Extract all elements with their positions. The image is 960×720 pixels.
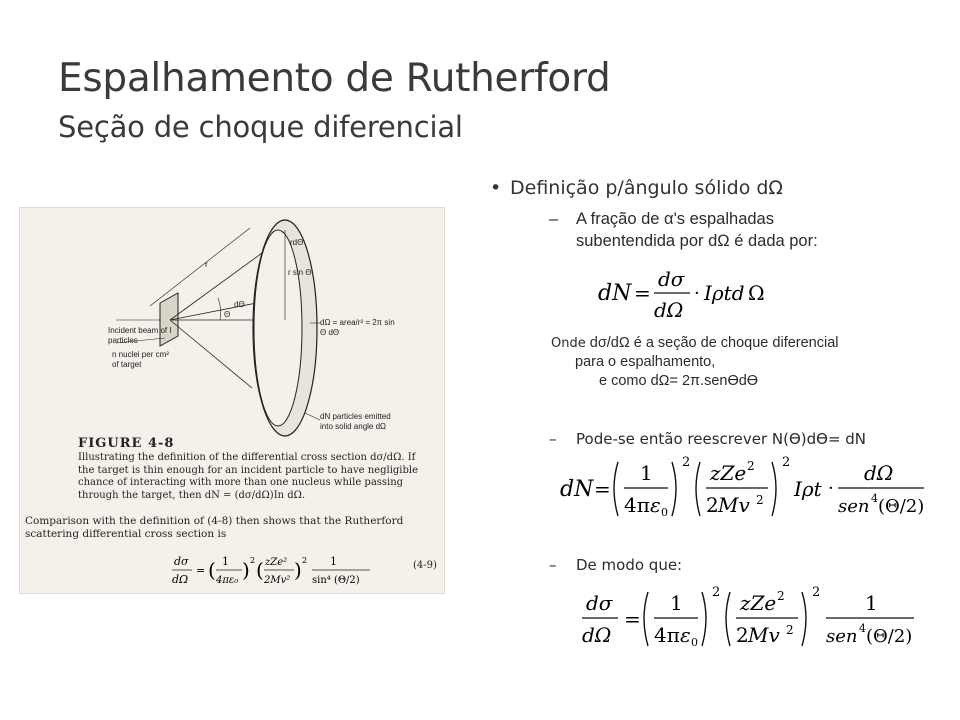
svg-text:dN: dN (598, 281, 632, 306)
bullet-dot: • (490, 177, 502, 199)
svg-text:1: 1 (670, 591, 683, 615)
svg-text:zZe²: zZe² (265, 557, 288, 568)
svg-text:2: 2 (786, 623, 794, 637)
svg-text:(Θ/2): (Θ/2) (878, 496, 925, 517)
svg-text:1: 1 (865, 591, 878, 615)
item-fraction (549, 208, 818, 252)
svg-text:Iρt: Iρt (794, 477, 822, 501)
item-reescrever (549, 428, 867, 450)
svg-text:1: 1 (640, 461, 653, 485)
svg-text:0: 0 (661, 506, 668, 519)
svg-text:Mv: Mv (748, 623, 780, 647)
svg-text:2: 2 (706, 493, 719, 517)
svg-text:zZe: zZe (740, 591, 777, 615)
svg-text:Mv: Mv (718, 493, 750, 517)
equation-rutherford-cross-section (580, 580, 920, 659)
diagram-label-dtheta: dΘ (234, 300, 245, 309)
svg-text:2: 2 (782, 455, 791, 470)
svg-text:4πε₀: 4πε₀ (216, 575, 239, 586)
svg-text:=: = (594, 477, 611, 501)
dash: – (549, 556, 557, 574)
svg-text:2: 2 (250, 556, 256, 565)
svg-text:2: 2 (777, 589, 785, 603)
svg-text:(: ( (208, 558, 216, 582)
figure-label: FIGURE 4-8 (78, 436, 175, 451)
svg-text:Ω: Ω (748, 281, 765, 305)
diagram-label-rdtheta: rdΘ (290, 238, 304, 247)
diagram-label-particles: dN particles emitted into solid angle dΩ (320, 412, 391, 431)
slide-title: Espalhamento de Rutherford (58, 56, 611, 101)
svg-text:2: 2 (682, 455, 691, 470)
diagram-label-solid-angle: dΩ = area/r² = 2π sin Θ dΘ (320, 318, 395, 337)
svg-text:=: = (624, 607, 641, 631)
svg-text:0: 0 (691, 636, 698, 649)
svg-text:): ) (294, 558, 302, 582)
svg-text:sen: sen (826, 626, 858, 647)
item-fraction-line1: A fração de α's espalhadas (576, 210, 774, 228)
svg-text:(Θ/2): (Θ/2) (866, 626, 913, 647)
svg-text:dσ: dσ (658, 267, 685, 291)
svg-text:dΩ: dΩ (172, 573, 189, 586)
svg-text:4: 4 (859, 622, 866, 635)
onde-line3: e como dΩ= 2π.senϴdϴ (599, 373, 759, 389)
svg-text:sin⁴ (Θ/2): sin⁴ (Θ/2) (312, 575, 360, 586)
svg-text:4π: 4π (624, 493, 650, 517)
svg-text:dσ: dσ (174, 555, 189, 568)
svg-text:·: · (694, 283, 700, 304)
equation-dn-definition (596, 262, 776, 326)
figure-equation-number: (4-9) (413, 560, 437, 571)
figure-caption: Illustrating the definition of the differential cross section dσ/dΩ. If the target is thin enough for an incident particle to have negligible chance of interacting with more than one nucleus while passing through the target, then dN = (dσ/dΩ)In dΩ. (78, 452, 419, 501)
svg-text:dΩ: dΩ (864, 461, 894, 485)
svg-text:1: 1 (330, 555, 337, 568)
svg-text:4π: 4π (654, 623, 680, 647)
diagram-label-nuclei: n nuclei per cm² of target (112, 350, 169, 369)
item-de-modo (549, 554, 683, 576)
dash: – (549, 210, 559, 228)
svg-text:=: = (634, 281, 651, 305)
svg-text:ε: ε (650, 493, 661, 517)
equation-dn-rutherford (558, 450, 928, 529)
svg-text:ε: ε (680, 623, 691, 647)
svg-text:dΩ: dΩ (654, 298, 684, 322)
svg-text:dΩ: dΩ (582, 623, 612, 647)
onde-definition: dσ/dΩ é a seção de choque diferencial (589, 335, 839, 351)
svg-text:2: 2 (302, 556, 308, 565)
svg-text:Iρtd: Iρtd (704, 281, 745, 305)
svg-text:dN: dN (560, 477, 594, 502)
diagram-label-rsin: r sin Θ (288, 268, 312, 277)
slide-subtitle: Seção de choque diferencial (58, 110, 463, 144)
svg-text:): ) (242, 558, 250, 582)
svg-text:sen: sen (838, 496, 870, 517)
diagram-label-theta: Θ (224, 310, 231, 319)
svg-text:2Mv²: 2Mv² (264, 575, 291, 586)
svg-text:2: 2 (747, 459, 755, 473)
svg-text:2: 2 (756, 493, 764, 507)
onde-note (551, 334, 839, 391)
svg-text:=: = (196, 564, 206, 577)
svg-text:4: 4 (871, 492, 878, 505)
svg-text:zZe: zZe (710, 461, 747, 485)
svg-text:2: 2 (812, 585, 821, 600)
dash: – (549, 430, 557, 448)
svg-text:(: ( (256, 558, 264, 582)
svg-text:dσ: dσ (586, 591, 613, 615)
textbook-figure (19, 207, 445, 594)
svg-text:1: 1 (222, 555, 229, 568)
onde-prefix: Onde (551, 336, 586, 351)
figure-comparison-text: Comparison with the definition of (4-8) then shows that the Rutherford scattering differential cross section is (25, 515, 404, 540)
item-reescrever-text: Pode-se então reescrever N(ϴ)dϴ= dN (576, 430, 867, 448)
svg-text:·: · (828, 478, 834, 499)
svg-text:2: 2 (736, 623, 749, 647)
onde-line2: para o espalhamento, (575, 354, 716, 370)
item-fraction-line2: subentendida por dΩ é dada por: (576, 232, 818, 250)
svg-text:2: 2 (712, 585, 721, 600)
bullet-definition (490, 177, 783, 199)
diagram-label-r: r (205, 260, 208, 269)
diagram-label-beam: Incident beam of I particles (108, 326, 172, 345)
bullet-text: Definição p/ângulo sólido dΩ (510, 177, 783, 199)
item-de-modo-text: De modo que: (576, 556, 683, 574)
